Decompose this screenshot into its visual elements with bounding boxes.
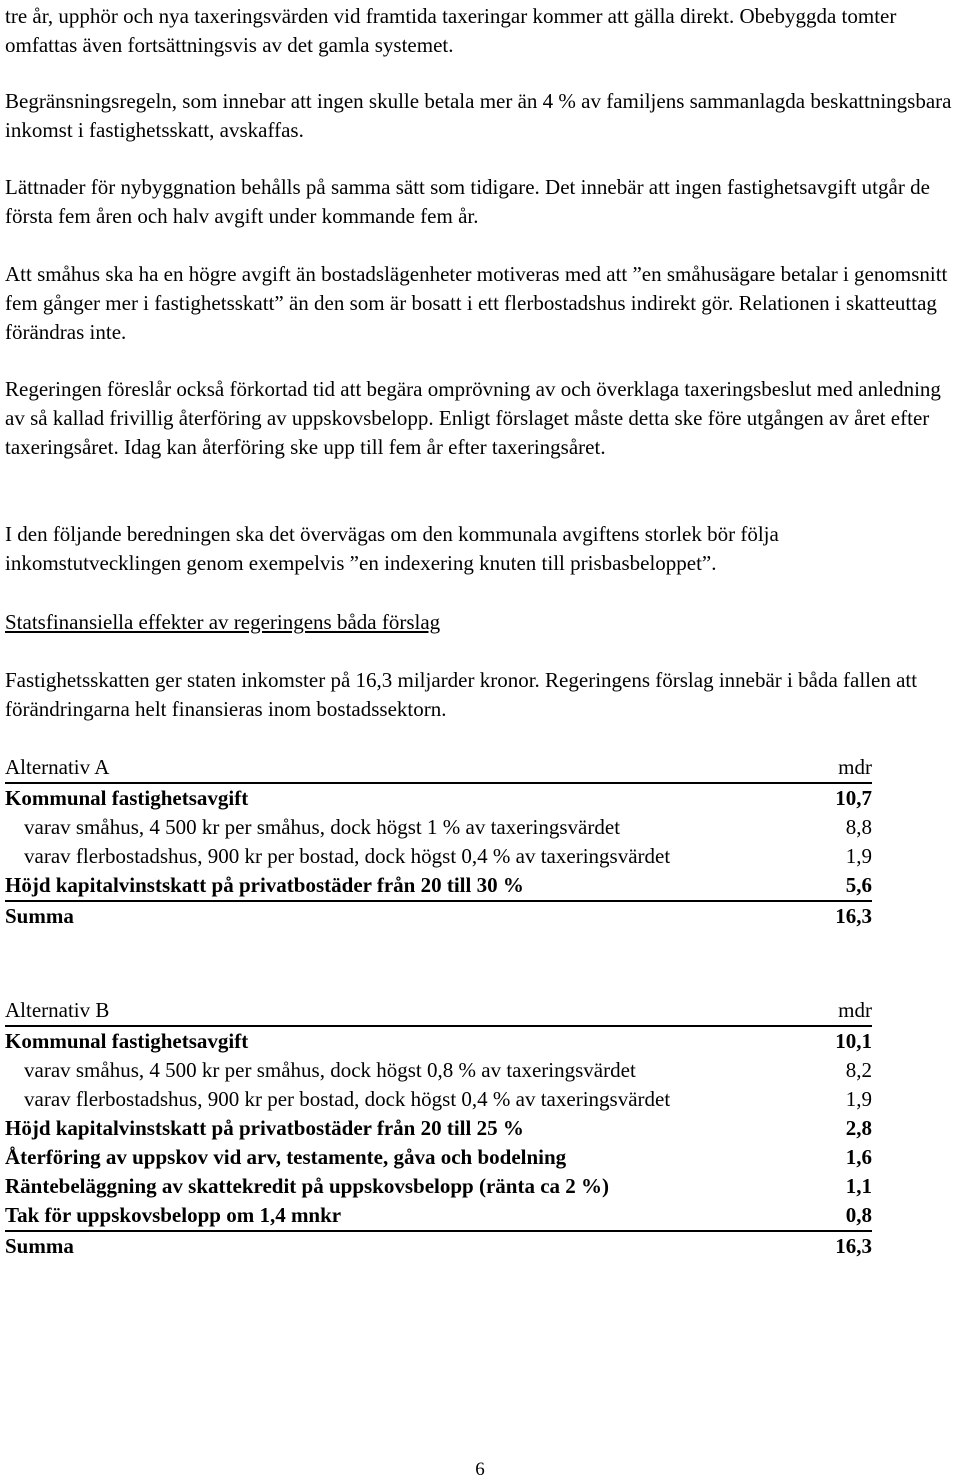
table-row: [5, 1114, 872, 1143]
paragraph-5: Regeringen föreslår också förkortad tid att begära omprövning av och överklaga taxeringsbeslut med anledning av så kallad frivillig återföring av uppskovsbelopp. Enligt förslaget måste detta ske före utgången av året efter taxeringsåret. Idag kan återföring ske upp till fem år efter taxeringsåret.: [5, 377, 941, 459]
table-row: [5, 813, 872, 842]
row-label: varav småhus, 4 500 kr per småhus, dock högst 0,8 % av taxeringsvärdet: [24, 1058, 636, 1082]
sum-value: 16,3: [835, 904, 872, 928]
row-value: 10,1: [835, 1029, 872, 1053]
section-heading: Statsfinansiella effekter av regeringens båda förslag: [5, 610, 441, 634]
row-value: 5,6: [845, 873, 872, 897]
sum-label: Summa: [5, 1234, 74, 1258]
sum-label: Summa: [5, 904, 74, 928]
table-row: [5, 1027, 872, 1056]
table-title: Alternativ B: [5, 998, 110, 1022]
table-sum-row: [5, 902, 872, 931]
table-row: [5, 871, 872, 900]
intro-paragraph: Fastighetsskatten ger staten inkomster på 16,3 miljarder kronor. Regeringens förslag innebär i båda fallen att förändringarna helt finansieras inom bostadssektorn.: [5, 668, 918, 721]
row-label: Räntebeläggning av skattekredit på uppskovsbelopp (ränta ca 2 %): [5, 1174, 610, 1198]
table-alternativ-b: [5, 996, 872, 1261]
row-label: Tak för uppskovsbelopp om 1,4 mnkr: [5, 1203, 342, 1227]
row-label: varav flerbostadshus, 900 kr per bostad, dock högst 0,4 % av taxeringsvärdet: [24, 1087, 671, 1111]
table-header: [5, 753, 872, 782]
row-label: Kommunal fastighetsavgift: [5, 1029, 249, 1053]
row-value: 8,8: [845, 815, 872, 839]
table-row: [5, 842, 872, 871]
paragraph-4: Att småhus ska ha en högre avgift än bostadslägenheter motiveras med att ”en småhusägare betalar i genomsnitt fem gånger mer i fastighetsskatt” än den som är bosatt i ett flerbostadshus indirekt gör. Relationen i skatteuttag förändras inte.: [5, 262, 948, 344]
row-value: 1,6: [845, 1145, 872, 1169]
paragraph-2: Begränsningsregeln, som innebar att ingen skulle betala mer än 4 % av familjens sammanlagda beskattningsbara inkomst i fastighetsskatt, avskaffas.: [5, 89, 952, 142]
row-value: 1,1: [845, 1174, 872, 1198]
row-value: 1,9: [845, 1087, 872, 1111]
row-label: Återföring av uppskov vid arv, testamente, gåva och bodelning: [5, 1145, 567, 1169]
table-row: [5, 1056, 872, 1085]
table-alternativ-a: [5, 753, 872, 931]
table-row: [5, 784, 872, 813]
row-value: 8,2: [845, 1058, 872, 1082]
row-label: varav flerbostadshus, 900 kr per bostad, dock högst 0,4 % av taxeringsvärdet: [24, 844, 671, 868]
table-title: Alternativ A: [5, 755, 110, 779]
table-unit: mdr: [838, 998, 872, 1022]
row-value: 0,8: [845, 1203, 872, 1227]
row-label: Kommunal fastighetsavgift: [5, 786, 249, 810]
table-sum-row: [5, 1232, 872, 1261]
row-value: 2,8: [845, 1116, 872, 1140]
row-label: varav småhus, 4 500 kr per småhus, dock högst 1 % av taxeringsvärdet: [24, 815, 621, 839]
paragraph-1: tre år, upphör och nya taxeringsvärden vid framtida taxeringar kommer att gälla direkt. Obebyggda tomter omfattas även fortsättningsvis av det gamla systemet.: [5, 4, 897, 57]
table-row: [5, 1143, 872, 1172]
paragraph-3: Lättnader för nybyggnation behålls på samma sätt som tidigare. Det innebär att ingen fastighetsavgift utgår de första fem åren och halv avgift under kommande fem år.: [5, 175, 930, 228]
paragraph-6: I den följande beredningen ska det övervägas om den kommunala avgiftens storlek bör följa inkomstutvecklingen genom exempelvis ”en indexering knuten till prisbasbeloppet”.: [5, 522, 779, 575]
row-label: Höjd kapitalvinstskatt på privatbostäder från 20 till 25 %: [5, 1116, 524, 1140]
page-number: 6: [475, 1459, 485, 1480]
row-value: 1,9: [845, 844, 872, 868]
row-value: 10,7: [835, 786, 872, 810]
table-row: [5, 1201, 872, 1230]
table-header: [5, 996, 872, 1025]
table-row: [5, 1085, 872, 1114]
table-unit: mdr: [838, 755, 872, 779]
row-label: Höjd kapitalvinstskatt på privatbostäder från 20 till 30 %: [5, 873, 524, 897]
table-row: [5, 1172, 872, 1201]
sum-value: 16,3: [835, 1234, 872, 1258]
